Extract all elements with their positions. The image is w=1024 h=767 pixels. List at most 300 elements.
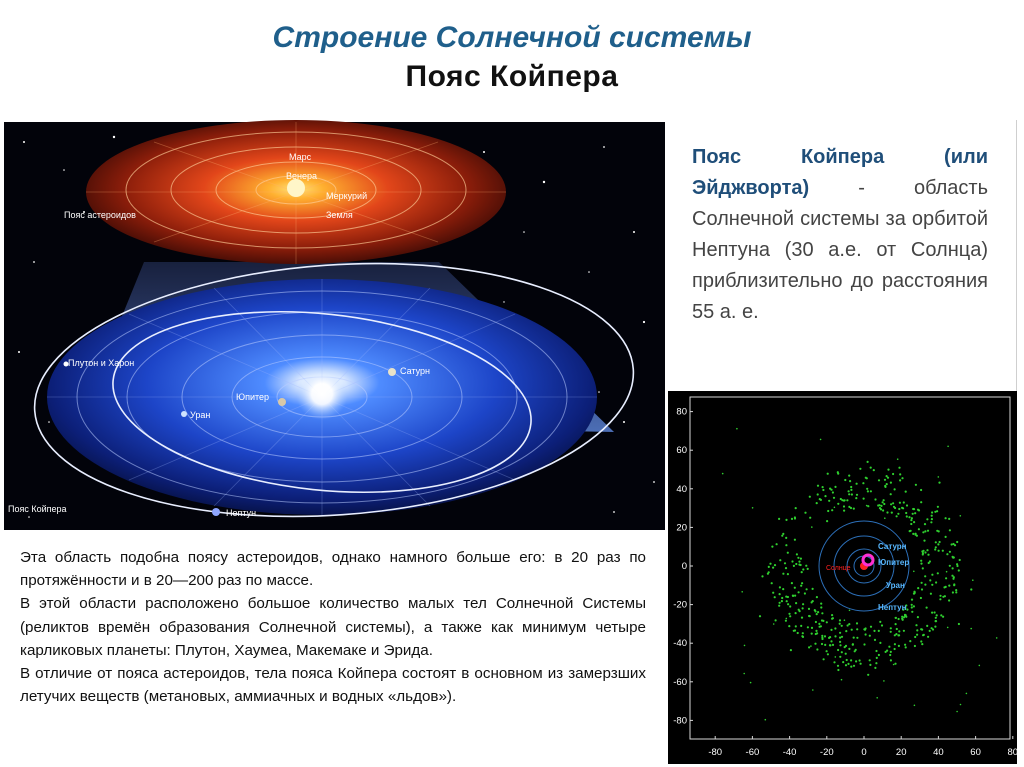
kuiper-object-point bbox=[824, 635, 826, 637]
kuiper-object-point bbox=[884, 479, 886, 481]
kuiper-object-point bbox=[840, 498, 842, 500]
kuiper-object-point bbox=[788, 625, 790, 627]
kuiper-object-point bbox=[821, 612, 823, 614]
kuiper-object-point bbox=[879, 621, 881, 623]
kuiper-object-point bbox=[918, 528, 920, 530]
kuiper-object-point bbox=[815, 630, 817, 632]
kuiper-object-point bbox=[912, 508, 914, 510]
kuiper-object-point bbox=[867, 505, 869, 507]
inner-system-disk bbox=[86, 120, 506, 264]
kuiper-object-point bbox=[886, 483, 888, 485]
scattered-object-point bbox=[883, 680, 885, 682]
kuiper-object-point bbox=[839, 632, 841, 634]
kuiper-object-point bbox=[855, 497, 857, 499]
kuiper-object-point bbox=[891, 512, 893, 514]
kuiper-object-point bbox=[906, 504, 908, 506]
kuiper-object-point bbox=[878, 479, 880, 481]
kuiper-object-point bbox=[915, 484, 917, 486]
kuiper-object-point bbox=[832, 491, 834, 493]
kuiper-object-point bbox=[930, 593, 932, 595]
kuiper-object-point bbox=[939, 541, 941, 543]
kuiper-object-point bbox=[915, 624, 917, 626]
kuiper-object-point bbox=[901, 618, 903, 620]
kuiper-object-point bbox=[924, 584, 926, 586]
x-tick-label: 40 bbox=[933, 747, 944, 758]
kuiper-object-point bbox=[882, 509, 884, 511]
kuiper-object-point bbox=[931, 511, 933, 513]
y-tick-label: -80 bbox=[673, 715, 687, 727]
kuiper-object-point bbox=[886, 511, 888, 513]
kuiper-object-point bbox=[913, 605, 915, 607]
kuiper-object-point bbox=[779, 559, 781, 561]
kuiper-object-point bbox=[936, 530, 938, 532]
kuiper-object-point bbox=[782, 588, 784, 590]
kuiper-object-point bbox=[926, 518, 928, 520]
kuiper-object-point bbox=[934, 511, 936, 513]
kuiper-object-point bbox=[787, 552, 789, 554]
y-tick-label: 20 bbox=[676, 522, 687, 534]
kuiper-object-point bbox=[774, 564, 776, 566]
kuiper-object-point bbox=[801, 582, 803, 584]
kuiper-object-point bbox=[873, 630, 875, 632]
kuiper-object-point bbox=[955, 589, 957, 591]
kuiper-object-point bbox=[848, 490, 850, 492]
kuiper-object-point bbox=[889, 654, 891, 656]
kuiper-object-point bbox=[808, 646, 810, 648]
kuiper-object-point bbox=[819, 498, 821, 500]
label-earth: Земля bbox=[326, 210, 353, 220]
kuiper-object-point bbox=[928, 562, 930, 564]
kuiper-object-point bbox=[817, 611, 819, 613]
scattered-object-point bbox=[996, 637, 998, 639]
kuiper-object-point bbox=[820, 606, 822, 608]
kuiper-object-point bbox=[924, 530, 926, 532]
kuiper-object-point bbox=[937, 506, 939, 508]
kuiper-object-point bbox=[839, 644, 841, 646]
scattered-object-point bbox=[876, 697, 878, 699]
kuiper-object-point bbox=[826, 650, 828, 652]
kuiper-object-point bbox=[790, 649, 792, 651]
kuiper-object-point bbox=[927, 554, 929, 556]
kuiper-object-point bbox=[895, 623, 897, 625]
kuiper-object-point bbox=[821, 635, 823, 637]
scattered-object-point bbox=[956, 711, 958, 713]
kuiper-object-point bbox=[938, 482, 940, 484]
kuiper-object-point bbox=[886, 475, 888, 477]
kuiper-object-point bbox=[804, 592, 806, 594]
kuiper-object-point bbox=[959, 559, 961, 561]
kuiper-object-point bbox=[775, 619, 777, 621]
kuiper-object-point bbox=[818, 623, 820, 625]
kuiper-object-point bbox=[801, 571, 803, 573]
slide-title-block bbox=[0, 18, 1024, 96]
label-asteroid-belt: Пояс астероидов bbox=[64, 210, 136, 220]
kuiper-object-point bbox=[896, 515, 898, 517]
kuiper-object-point bbox=[809, 615, 811, 617]
x-tick-label: -20 bbox=[819, 747, 834, 758]
kuiper-object-point bbox=[949, 551, 951, 553]
kuiper-object-point bbox=[793, 565, 795, 567]
kuiper-object-point bbox=[906, 515, 908, 517]
kuiper-object-point bbox=[802, 607, 804, 609]
kuiper-object-point bbox=[951, 575, 953, 577]
plot-label-uranus: Уран bbox=[886, 581, 905, 590]
kuiper-object-point bbox=[789, 605, 791, 607]
kuiper-object-point bbox=[829, 488, 831, 490]
kuiper-object-point bbox=[833, 661, 835, 663]
kuiper-object-point bbox=[862, 482, 864, 484]
kuiper-object-point bbox=[875, 650, 877, 652]
kuiper-object-point bbox=[817, 485, 819, 487]
kuiper-object-point bbox=[945, 536, 947, 538]
scattered-object-point bbox=[786, 618, 788, 620]
kuiper-object-point bbox=[870, 490, 872, 492]
kuiper-object-point bbox=[837, 665, 839, 667]
kuiper-object-point bbox=[830, 640, 832, 642]
kuiper-object-point bbox=[772, 592, 774, 594]
scattered-object-point bbox=[947, 446, 949, 448]
kuiper-object-point bbox=[795, 507, 797, 509]
kuiper-object-point bbox=[759, 615, 761, 617]
kuiper-object-point bbox=[931, 612, 933, 614]
kuiper-object-point bbox=[852, 643, 854, 645]
scattered-object-point bbox=[893, 664, 895, 666]
kuiper-object-point bbox=[856, 483, 858, 485]
kuiper-definition bbox=[692, 142, 988, 328]
kuiper-object-point bbox=[844, 499, 846, 501]
kuiper-object-point bbox=[922, 531, 924, 533]
y-tick-label: -20 bbox=[673, 599, 687, 611]
kuiper-object-point bbox=[797, 557, 799, 559]
kuiper-object-point bbox=[956, 563, 958, 565]
kuiper-object-point bbox=[934, 548, 936, 550]
kuiper-object-point bbox=[888, 646, 890, 648]
label-kuiper-belt: Пояс Койпера bbox=[8, 504, 67, 514]
kuiper-object-point bbox=[910, 530, 912, 532]
kuiper-object-point bbox=[910, 523, 912, 525]
kuiper-object-point bbox=[946, 553, 948, 555]
kuiper-object-point bbox=[839, 637, 841, 639]
kuiper-object-point bbox=[794, 539, 796, 541]
label-mars: Марс bbox=[289, 152, 312, 162]
kuiper-object-point bbox=[816, 596, 818, 598]
kuiper-object-point bbox=[869, 635, 871, 637]
kuiper-object-point bbox=[805, 565, 807, 567]
kuiper-object-point bbox=[892, 502, 894, 504]
kuiper-object-point bbox=[929, 630, 931, 632]
kuiper-object-point bbox=[898, 634, 900, 636]
kuiper-object-point bbox=[901, 477, 903, 479]
label-neptune: Нептун bbox=[226, 508, 257, 518]
kuiper-object-point bbox=[942, 616, 944, 618]
kuiper-object-point bbox=[809, 517, 811, 519]
kuiper-object-point bbox=[905, 512, 907, 514]
kuiper-object-point bbox=[808, 608, 810, 610]
kuiper-object-point bbox=[798, 561, 800, 563]
kuiper-object-point bbox=[839, 623, 841, 625]
kuiper-object-point bbox=[839, 641, 841, 643]
kuiper-object-point bbox=[875, 662, 877, 664]
kuiper-object-point bbox=[970, 588, 972, 590]
kuiper-object-point bbox=[952, 591, 954, 593]
kuiper-object-point bbox=[856, 637, 858, 639]
kuiper-object-point bbox=[839, 656, 841, 658]
scattered-object-point bbox=[844, 619, 846, 621]
kuiper-object-point bbox=[815, 621, 817, 623]
kuiper-object-point bbox=[951, 543, 953, 545]
kuiper-object-point bbox=[860, 663, 862, 665]
kuiper-object-point bbox=[841, 625, 843, 627]
kuiper-object-point bbox=[870, 467, 872, 469]
kuiper-object-point bbox=[914, 512, 916, 514]
kuiper-object-point bbox=[837, 473, 839, 475]
kuiper-object-point bbox=[953, 556, 955, 558]
kuiper-object-point bbox=[853, 637, 855, 639]
scattered-object-point bbox=[750, 682, 752, 684]
kuiper-object-point bbox=[792, 595, 794, 597]
kuiper-object-point bbox=[771, 582, 773, 584]
kuiper-object-point bbox=[938, 550, 940, 552]
kuiper-object-point bbox=[934, 626, 936, 628]
kuiper-object-point bbox=[772, 567, 774, 569]
kuiper-object-point bbox=[848, 493, 850, 495]
kuiper-object-point bbox=[781, 600, 783, 602]
kuiper-object-point bbox=[953, 584, 955, 586]
kuiper-object-point bbox=[904, 644, 906, 646]
scattered-object-point bbox=[938, 476, 940, 478]
kuiper-object-point bbox=[930, 521, 932, 523]
body-text bbox=[20, 546, 646, 708]
scattered-object-point bbox=[913, 571, 915, 573]
scattered-object-point bbox=[970, 628, 972, 630]
kuiper-object-point bbox=[890, 659, 892, 661]
kuiper-object-point bbox=[841, 651, 843, 653]
kuiper-object-point bbox=[822, 486, 824, 488]
kuiper-object-point bbox=[915, 534, 917, 536]
plot-label-sun: Солнце bbox=[826, 565, 851, 572]
kuiper-object-point bbox=[849, 480, 851, 482]
kuiper-object-point bbox=[787, 603, 789, 605]
label-mercury: Меркурий bbox=[326, 191, 368, 201]
kuiper-object-point bbox=[816, 502, 818, 504]
scattered-object-point bbox=[741, 591, 743, 593]
kuiper-object-point bbox=[949, 529, 951, 531]
kuiper-object-point bbox=[922, 567, 924, 569]
kuiper-object-point bbox=[779, 602, 781, 604]
kuiper-object-point bbox=[878, 630, 880, 632]
kuiper-object-point bbox=[789, 615, 791, 617]
kuiper-object-point bbox=[856, 622, 858, 624]
kuiper-object-point bbox=[778, 518, 780, 520]
kuiper-object-point bbox=[956, 541, 958, 543]
kuiper-object-point bbox=[905, 646, 907, 648]
kuiper-object-point bbox=[940, 614, 942, 616]
kuiper-object-point bbox=[841, 636, 843, 638]
kuiper-object-point bbox=[779, 586, 781, 588]
scattered-object-point bbox=[960, 704, 962, 706]
kuiper-object-point bbox=[911, 606, 913, 608]
kuiper-object-point bbox=[761, 575, 763, 577]
kuiper-object-point bbox=[831, 509, 833, 511]
kuiper-object-point bbox=[931, 627, 933, 629]
kuiper-object-point bbox=[898, 645, 900, 647]
kuiper-object-point bbox=[827, 510, 829, 512]
scattered-object-point bbox=[972, 579, 974, 581]
kuiper-object-point bbox=[845, 664, 847, 666]
kuiper-object-point bbox=[924, 523, 926, 525]
label-jupiter: Юпитер bbox=[236, 392, 270, 402]
kuiper-object-point bbox=[781, 597, 783, 599]
kuiper-object-point bbox=[804, 512, 806, 514]
kuiper-object-point bbox=[800, 558, 802, 560]
scattered-object-point bbox=[811, 526, 813, 528]
body-paragraph-1: Эта область подобна поясу астероидов, однако намного больше его: в 20 раз по протяжённости и в 20—200 раз по массе. bbox=[20, 549, 646, 590]
kuiper-object-point bbox=[921, 582, 923, 584]
kuiper-object-point bbox=[866, 488, 868, 490]
kuiper-object-point bbox=[829, 636, 831, 638]
kuiper-object-point bbox=[879, 642, 881, 644]
kuiper-object-point bbox=[806, 588, 808, 590]
kuiper-object-point bbox=[881, 624, 883, 626]
kuiper-object-point bbox=[911, 517, 913, 519]
kuiper-object-point bbox=[948, 585, 950, 587]
kuiper-object-point bbox=[824, 644, 826, 646]
label-saturn: Сатурн bbox=[400, 366, 431, 376]
kuiper-object-point bbox=[816, 613, 818, 615]
kuiper-object-point bbox=[811, 601, 813, 603]
kuiper-object-point bbox=[787, 596, 789, 598]
x-tick-label: 60 bbox=[970, 747, 981, 758]
kuiper-object-point bbox=[786, 600, 788, 602]
kuiper-object-point bbox=[856, 494, 858, 496]
kuiper-object-point bbox=[906, 609, 908, 611]
kuiper-object-point bbox=[937, 572, 939, 574]
plot-label-jupiter: Юпитер bbox=[878, 558, 910, 567]
scattered-object-point bbox=[866, 505, 868, 507]
kuiper-object-point bbox=[832, 617, 834, 619]
kuiper-object-point bbox=[834, 486, 836, 488]
kuiper-object-point bbox=[952, 567, 954, 569]
kuiper-object-point bbox=[924, 551, 926, 553]
kuiper-object-point bbox=[914, 645, 916, 647]
kuiper-object-point bbox=[768, 566, 770, 568]
kuiper-object-point bbox=[837, 649, 839, 651]
kuiper-object-point bbox=[935, 541, 937, 543]
kuiper-object-point bbox=[899, 473, 901, 475]
kuiper-object-point bbox=[854, 650, 856, 652]
kuiper-object-point bbox=[799, 610, 801, 612]
kuiper-object-point bbox=[890, 627, 892, 629]
kuiper-object-point bbox=[920, 640, 922, 642]
kuiper-object-point bbox=[843, 505, 845, 507]
kuiper-object-point bbox=[785, 519, 787, 521]
kuiper-object-point bbox=[795, 602, 797, 604]
kuiper-object-point bbox=[829, 644, 831, 646]
kuiper-object-point bbox=[910, 519, 912, 521]
kuiper-object-point bbox=[785, 537, 787, 539]
kuiper-object-point bbox=[798, 591, 800, 593]
kuiper-object-point bbox=[785, 567, 787, 569]
kuiper-object-point bbox=[794, 587, 796, 589]
kuiper-object-point bbox=[901, 616, 903, 618]
kuiper-object-point bbox=[846, 499, 848, 501]
kuiper-object-point bbox=[920, 597, 922, 599]
kuiper-object-point bbox=[820, 603, 822, 605]
body-paragraph-2: В этой области расположено большое количество малых тел Солнечной Системы (реликтов времён образования Солнечной системы), а также как минимум четыре карликовых планеты: Плутон, Хаумеа, Макемаке и Эрида. bbox=[20, 595, 646, 659]
kuiper-object-point bbox=[948, 518, 950, 520]
kuiper-object-point bbox=[931, 584, 933, 586]
scattered-object-point bbox=[722, 473, 724, 475]
kuiper-object-point bbox=[767, 573, 769, 575]
kuiper-object-point bbox=[812, 588, 814, 590]
kuiper-object-point bbox=[911, 604, 913, 606]
kuiper-object-point bbox=[924, 575, 926, 577]
kuiper-object-point bbox=[807, 568, 809, 570]
kuiper-object-point bbox=[794, 516, 796, 518]
label-uranus: Уран bbox=[190, 410, 211, 420]
kuiper-object-point bbox=[779, 593, 781, 595]
kuiper-object-point bbox=[848, 475, 850, 477]
kuiper-object-point bbox=[935, 581, 937, 583]
kuiper-object-point bbox=[917, 587, 919, 589]
scattered-object-point bbox=[884, 517, 886, 519]
kuiper-object-point bbox=[945, 586, 947, 588]
kuiper-object-point bbox=[920, 489, 922, 491]
x-tick-label: -60 bbox=[745, 747, 760, 758]
kuiper-object-point bbox=[850, 666, 852, 668]
kuiper-object-point bbox=[834, 635, 836, 637]
kuiper-object-point bbox=[834, 627, 836, 629]
scattered-object-point bbox=[736, 428, 738, 430]
kuiper-object-point bbox=[824, 495, 826, 497]
kuiper-object-point bbox=[845, 645, 847, 647]
kuiper-object-point bbox=[912, 533, 914, 535]
scattered-object-point bbox=[914, 705, 916, 707]
kuiper-object-point bbox=[958, 623, 960, 625]
scattered-object-point bbox=[820, 439, 822, 441]
kuiper-object-point bbox=[811, 633, 813, 635]
kuiper-object-point bbox=[873, 469, 875, 471]
kuiper-object-point bbox=[832, 644, 834, 646]
kuiper-object-point bbox=[784, 562, 786, 564]
kuiper-object-point bbox=[913, 592, 915, 594]
kuiper-object-point bbox=[807, 626, 809, 628]
kuiper-object-point bbox=[927, 530, 929, 532]
kuiper-object-point bbox=[859, 468, 861, 470]
kuiper-object-point bbox=[887, 469, 889, 471]
kuiper-object-point bbox=[922, 553, 924, 555]
kuiper-object-point bbox=[846, 659, 848, 661]
kuiper-object-point bbox=[851, 629, 853, 631]
kuiper-object-point bbox=[874, 667, 876, 669]
kuiper-object-point bbox=[869, 659, 871, 661]
kuiper-object-point bbox=[782, 573, 784, 575]
kuiper-object-point bbox=[920, 563, 922, 565]
kuiper-object-point bbox=[788, 613, 790, 615]
kuiper-object-point bbox=[821, 643, 823, 645]
kuiper-object-point bbox=[890, 503, 892, 505]
kuiper-object-point bbox=[958, 569, 960, 571]
kuiper-object-point bbox=[845, 630, 847, 632]
kuiper-object-point bbox=[935, 546, 937, 548]
kuiper-object-point bbox=[927, 636, 929, 638]
kuiper-object-point bbox=[785, 620, 787, 622]
kuiper-object-point bbox=[931, 574, 933, 576]
kuiper-object-point bbox=[909, 640, 911, 642]
kuiper-object-point bbox=[926, 607, 928, 609]
scattered-object-point bbox=[841, 679, 843, 681]
kuiper-object-point bbox=[903, 501, 905, 503]
